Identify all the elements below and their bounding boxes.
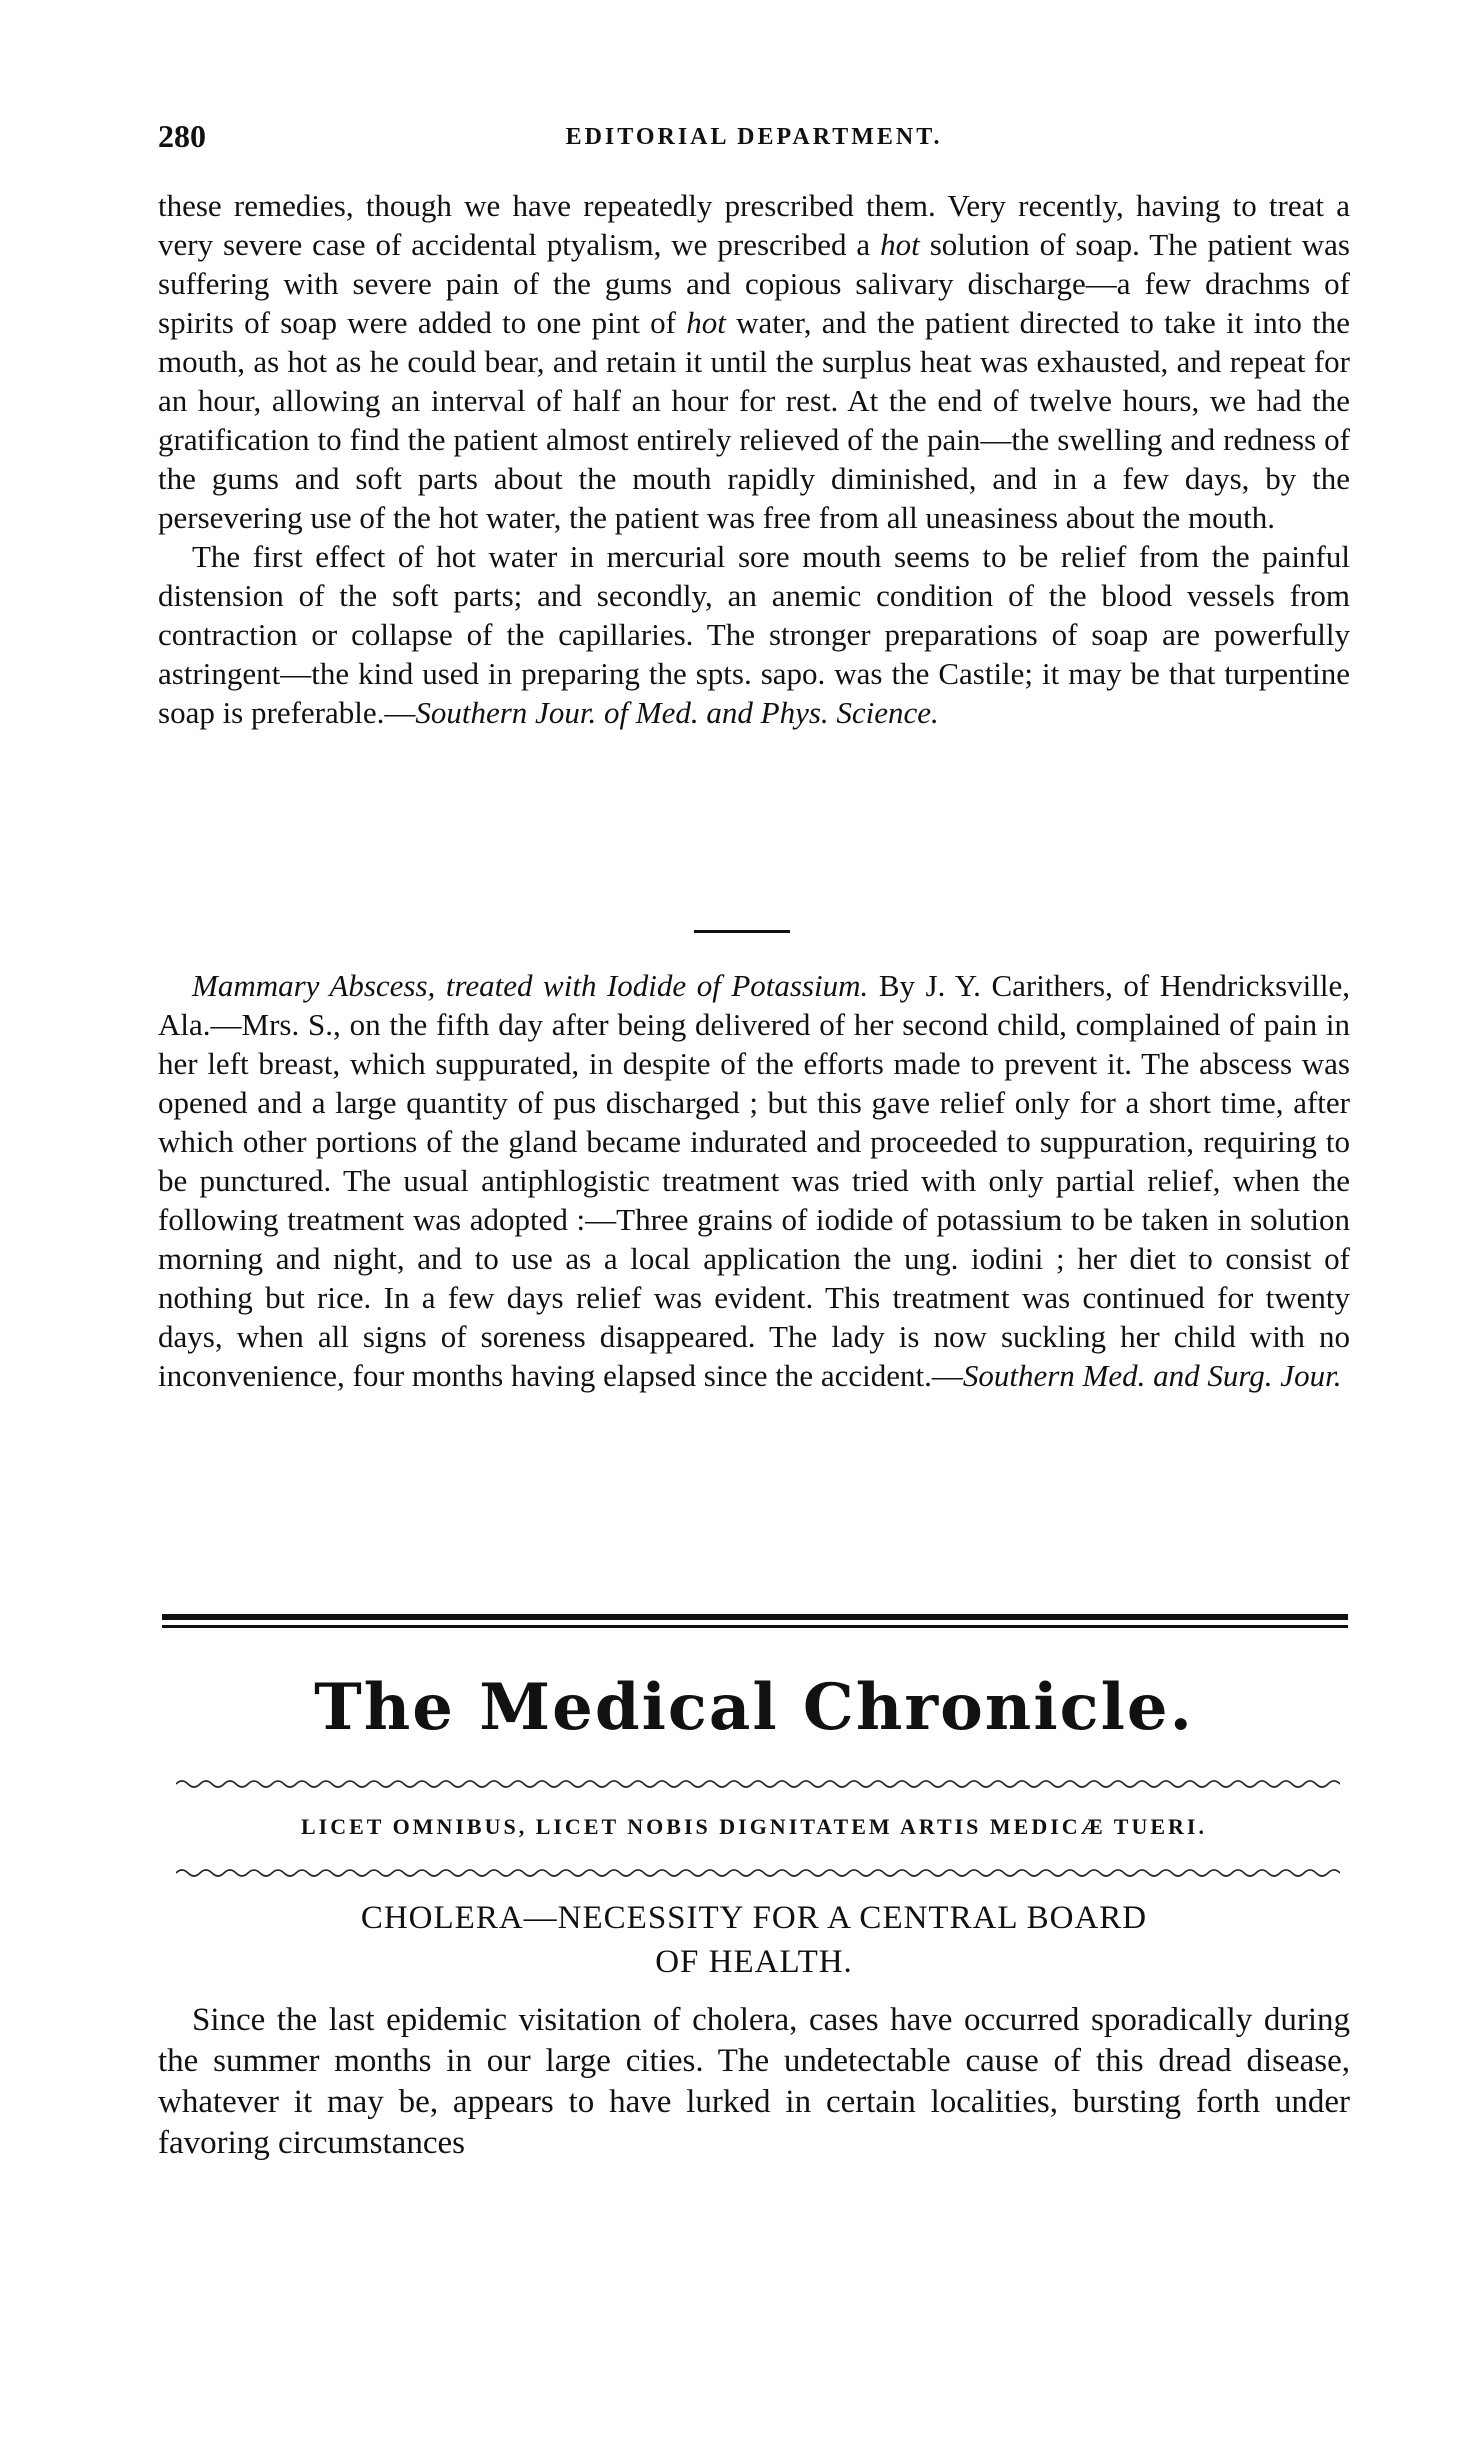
running-title: EDITORIAL DEPARTMENT. (565, 124, 943, 150)
article-heading (158, 1896, 1350, 1984)
paragraph-text: solution of soap. The patient was suffering with severe pain of the gums and copious salivary discharge—a few drachms of spirits of soap were added to one pint of (158, 227, 1350, 340)
double-rule (162, 1614, 1348, 1628)
rule-thick (162, 1614, 1348, 1620)
masthead-title: The Medical Chronicle. (314, 1670, 1194, 1745)
heading-line: OF HEALTH. (655, 1944, 853, 1980)
mammary-paragraph (158, 966, 1350, 1395)
running-head (158, 118, 1350, 168)
page-number: 280 (158, 118, 206, 154)
continuation-section (158, 186, 1350, 732)
wavy-rule (176, 1778, 1340, 1790)
article-title: Mammary Abscess, treated with Iodide of Potassium. (192, 968, 869, 1003)
paragraph-text: By J. Y. Carithers, of Hendricksville, Ala.—Mrs. S., on the fifth day after being delivered of her second child, complained of pain in her left breast, which suppurated, in despite of the efforts made to prevent it. The abscess was opened and a large quantity of pus discharged ; but this gave relief only for a short time, after which other portions of the gland became indurated and proceeded to suppuration, requiring to be punctured. The usual antiphlogistic treatment was tried with only partial relief, when the following treatment was adopted :—Three grains of iodide of potassium to be taken in solution morning and night, and to use as a local application the ung. iodini ; her diet to consist of nothing but rice. In a few days relief was evident. This treatment was continued for twenty days, when all signs of soreness disappeared. The lady is now suckling her child with no inconvenience, four months having elapsed since the accident.— (158, 968, 1350, 1393)
paragraph-text: The first effect of hot water in mercurial sore mouth seems to be relief from the painful distension of the soft parts; and secondly, an anemic condition of the blood vessels from contraction or collapse of the capillaries. The stronger preparations of soap are powerfully astringent—the kind used in preparing the spts. sapo. was the Castile; it may be that turpentine soap is preferable.— (158, 539, 1350, 730)
cholera-section (158, 2000, 1350, 2164)
continuation-paragraph-1 (158, 186, 1350, 537)
rule-thin (162, 1625, 1348, 1628)
masthead-motto: LICET OMNIBUS, LICET NOBIS DIGNITATEM ARTIS MEDICÆ TUERI. (301, 1814, 1207, 1839)
paragraph-text: water, and the patient directed to take it into the mouth, as hot as he could bear, and retain it until the surplus heat was exhausted, and repeat for an hour, allowing an interval of half an hour for rest. At the end of twelve hours, we had the gratification to find the patient almost entirely relieved of the pain—the swelling and redness of the gums and soft parts about the mouth rapidly diminished, and in a few days, by the persevering use of the hot water, the patient was free from all uneasiness about the mouth. (158, 305, 1351, 535)
wavy-rule (176, 1867, 1340, 1879)
source-citation: Southern Med. and Surg. Jour. (962, 1358, 1342, 1393)
emphasis-text: hot (686, 305, 726, 340)
mammary-abscess-section (158, 966, 1350, 1395)
emphasis-text: hot (880, 227, 920, 262)
cholera-paragraph: Since the last epidemic visitation of cholera, cases have occurred sporadically during the summer months in our large cities. The undetectable cause of this dread disease, whatever it may be, appears to have lurked in certain localities, bursting forth under favoring circumstances (158, 2002, 1350, 2161)
section-divider (694, 930, 790, 933)
paragraph-text: these remedies, though we have repeatedly prescribed them. Very recently, having to treat a very severe case of accidental ptyalism, we prescribed a (158, 188, 1350, 262)
source-citation: Southern Jour. of Med. and Phys. Science. (415, 695, 939, 730)
continuation-paragraph-2 (158, 537, 1350, 732)
heading-line: CHOLERA—NECESSITY FOR A CENTRAL BOARD (360, 1900, 1148, 1936)
